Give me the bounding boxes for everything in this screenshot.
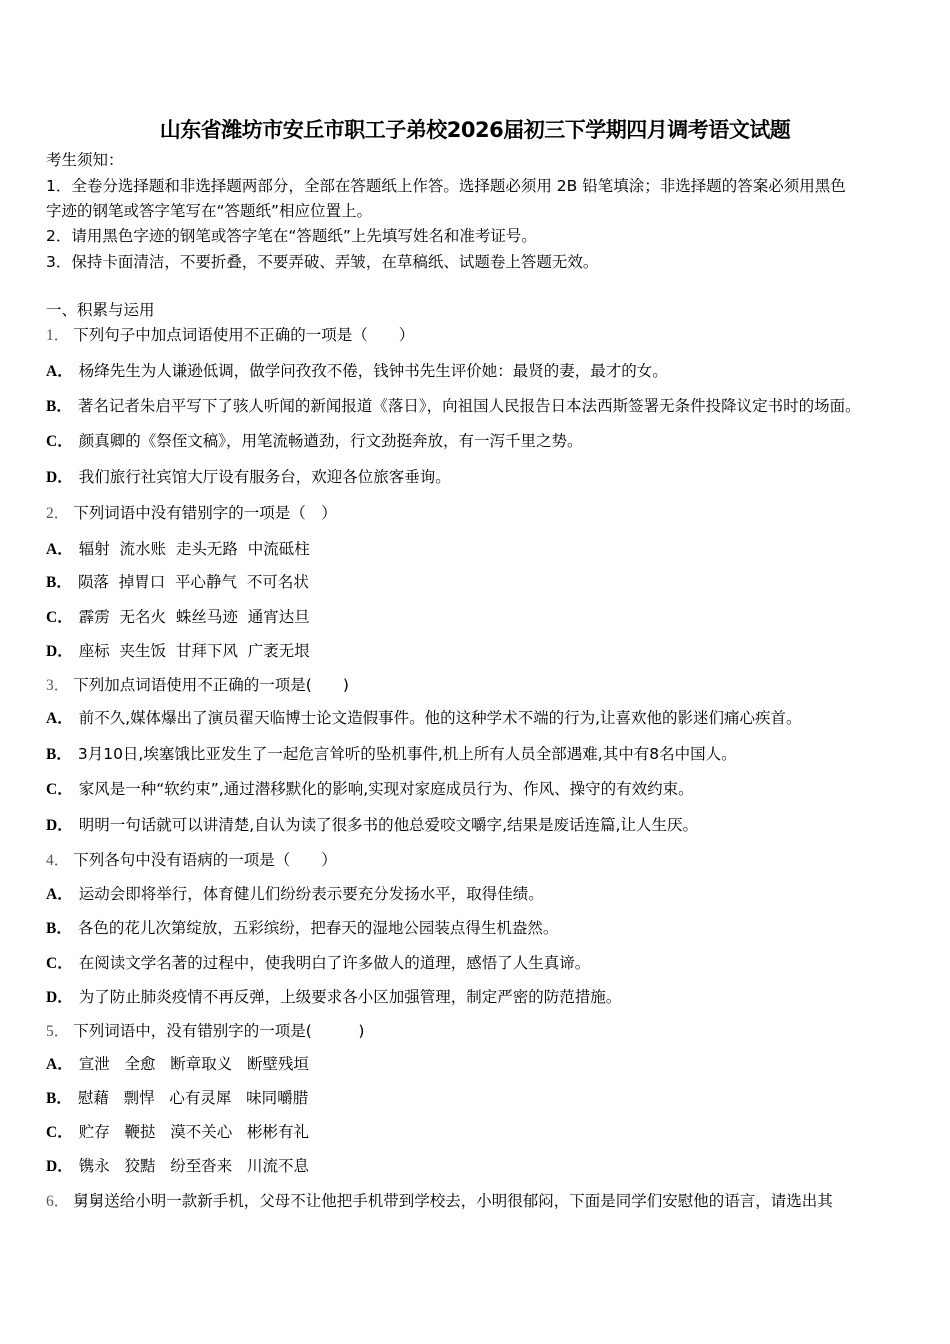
notice-line: 字迹的钢笔或答字笔写在“答题纸”相应位置上。: [46, 202, 373, 220]
option-text: 前不久,媒体爆出了演员翟天临博士论文造假事件。他的这种学术不端的行为,让喜欢他的影迷们痛心疾首。: [78, 709, 802, 727]
option-text: 家风是一种“软约束”,通过潜移默化的影响,实现对家庭成员行为、作风、操守的有效约束。: [78, 780, 694, 798]
answer-option: [46, 431, 582, 452]
question-number: 6．: [46, 1193, 70, 1210]
question-stem: [46, 1191, 833, 1212]
exam-title: 山东省潍坊市安丘市职工子弟校2026届初三下学期四月调考语文试题: [159, 118, 791, 142]
option-label: A．: [46, 1056, 73, 1073]
notice-line: 2．请用黑色字迹的钢笔或答字笔在“答题纸”上先填写姓名和准考证号。: [46, 227, 537, 245]
question-stem: [46, 1021, 364, 1042]
section-heading: 一、积累与运用: [46, 301, 155, 319]
option-text: 明明一句话就可以讲清楚,自认为读了很多书的他总爱咬文嚼字,结果是废话连篇,让人生厌。: [78, 816, 698, 834]
answer-option: [46, 1156, 309, 1177]
option-text: 宣泄 全愈 断章取义 断壁残垣: [78, 1055, 310, 1073]
answer-option: [46, 1054, 309, 1075]
option-text: 在阅读文学名著的过程中，使我明白了许多做人的道理，感悟了人生真谛。: [78, 954, 591, 972]
answer-option: [46, 607, 310, 628]
option-label: B．: [46, 746, 72, 763]
option-label: C．: [46, 1124, 73, 1141]
notice-line: 3．保持卡面清洁，不要折叠，不要弄破、弄皱，在草稿纸、试题卷上答题无效。: [46, 253, 599, 271]
question-text: 下列句子中加点词语使用不正确的一项是（ ）: [73, 326, 415, 344]
question-number: 2．: [46, 505, 70, 522]
option-label: C．: [46, 955, 73, 972]
answer-option: [46, 641, 310, 662]
option-label: C．: [46, 781, 73, 798]
question-stem: [46, 325, 414, 346]
option-label: B．: [46, 574, 72, 591]
option-text: 座标 夹生饭 甘拜下风 广袤无垠: [78, 642, 310, 660]
question-text: 下列加点词语使用不正确的一项是( ): [73, 676, 349, 694]
option-text: 陨落 掉胃口 平心静气 不可名状: [77, 573, 309, 591]
option-text: 贮存 鞭挞 漠不关心 彬彬有礼: [78, 1123, 310, 1141]
option-text: 霹雳 无名火 蛛丝马迹 通宵达旦: [78, 608, 310, 626]
option-text: 运动会即将举行，体育健儿们纷纷表示要充分发扬水平，取得佳绩。: [78, 885, 544, 903]
answer-option: [46, 779, 694, 800]
question-stem: [46, 503, 337, 524]
question-text: 舅舅送给小明一款新手机，父母不让他把手机带到学校去，小明很郁闷，下面是同学们安慰他的语言，请选出其: [73, 1192, 833, 1210]
option-label: D．: [46, 989, 73, 1006]
question-text: 下列词语中没有错别字的一项是（ ）: [73, 504, 337, 522]
option-text: 各色的花儿次第绽放，五彩缤纷，把春天的湿地公园装点得生机盎然。: [77, 919, 559, 937]
option-text: 杨绛先生为人谦逊低调，做学问孜孜不倦，钱钟书先生评价她：最贤的妻，最才的女。: [78, 362, 668, 380]
option-label: C．: [46, 433, 73, 450]
answer-option: [46, 361, 668, 382]
option-label: D．: [46, 817, 73, 834]
question-number: 3．: [46, 677, 70, 694]
option-label: B．: [46, 398, 72, 415]
answer-option: [46, 539, 310, 560]
option-label: C．: [46, 609, 73, 626]
notice-heading: 考生须知：: [46, 151, 124, 169]
answer-option: [46, 1088, 308, 1109]
option-text: 我们旅行社宾馆大厅设有服务台，欢迎各位旅客垂询。: [78, 468, 451, 486]
option-text: 慰藉 剽悍 心有灵犀 味同嚼腊: [77, 1089, 309, 1107]
answer-option: [46, 396, 861, 417]
question-stem: [46, 675, 349, 696]
answer-option: [46, 1122, 309, 1143]
option-text: 颜真卿的《祭侄文稿》，用笔流畅遒劲，行文劲挺奔放，有一泻千里之势。: [78, 432, 583, 450]
answer-option: [46, 884, 544, 905]
question-number: 4．: [46, 852, 70, 869]
question-stem: [46, 850, 337, 871]
option-label: D．: [46, 1158, 73, 1175]
question-text: 下列词语中，没有错别字的一项是( ): [73, 1022, 365, 1040]
option-label: A．: [46, 710, 73, 727]
notice-line: 1．全卷分选择题和非选择题两部分，全部在答题纸上作答。选择题必须用 2B 铅笔填涂；非选择题的答案必须用黑色: [46, 177, 846, 195]
question-number: 1．: [46, 327, 70, 344]
answer-option: [46, 467, 451, 488]
answer-option: [46, 815, 698, 836]
option-label: B．: [46, 1090, 72, 1107]
option-label: A．: [46, 541, 73, 558]
question-text: 下列各句中没有语病的一项是（ ）: [73, 851, 337, 869]
answer-option: [46, 987, 621, 1008]
answer-option: [46, 572, 309, 593]
option-label: B．: [46, 920, 72, 937]
option-text: 为了防止肺炎疫情不再反弹，上级要求各小区加强管理，制定严密的防范措施。: [78, 988, 622, 1006]
option-label: A．: [46, 363, 73, 380]
option-label: A．: [46, 886, 73, 903]
option-text: 辐射 流水账 走头无路 中流砥柱: [78, 540, 310, 558]
question-number: 5．: [46, 1023, 70, 1040]
option-label: D．: [46, 643, 73, 660]
answer-option: [46, 708, 802, 729]
option-text: 镌永 狡黠 纷至沓来 川流不息: [78, 1157, 310, 1175]
answer-option: [46, 953, 590, 974]
answer-option: [46, 918, 558, 939]
option-label: D．: [46, 469, 73, 486]
answer-option: [46, 744, 737, 765]
option-text: 3月10日,埃塞饿比亚发生了一起危言耸听的坠机事件,机上所有人员全部遇难,其中有8名中国人。: [77, 745, 737, 763]
option-text: 著名记者朱启平写下了骇人听闻的新闻报道《落日》，向祖国人民报告日本法西斯签署无条件投降议定书时的场面。: [77, 397, 861, 415]
